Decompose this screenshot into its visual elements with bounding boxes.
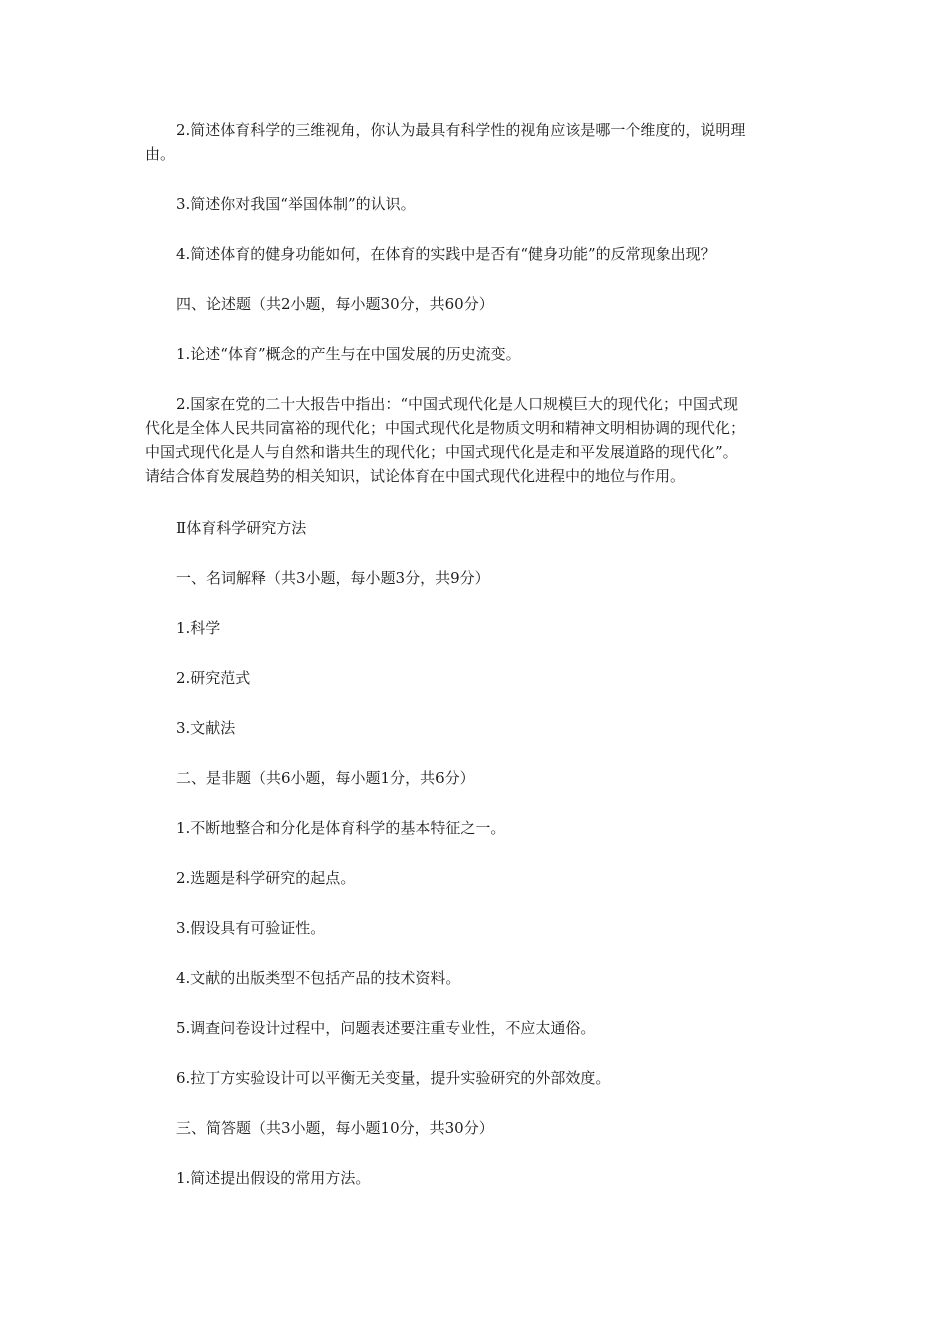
section-heading: 二、是非题（共6小题，每小题1分，共6分） (176, 769, 475, 787)
true-false-item: 5.调查问卷设计过程中，问题表述要注重专业性，不应太通俗。 (176, 1019, 596, 1037)
true-false-item: 3.假设具有可验证性。 (176, 919, 326, 937)
section-heading: 一、名词解释（共3小题，每小题3分，共9分） (176, 569, 490, 587)
true-false-item: 1.不断地整合和分化是体育科学的基本特征之一。 (176, 819, 506, 837)
section-heading: 三、简答题（共3小题，每小题10分，共30分） (176, 1119, 494, 1137)
true-false-item: 4.文献的出版类型不包括产品的技术资料。 (176, 969, 461, 987)
question-text: 1.论述“体育”概念的产生与在中国发展的历史流变。 (176, 345, 521, 363)
question-text: 3.简述你对我国“举国体制”的认识。 (176, 195, 416, 213)
true-false-item: 6.拉丁方实验设计可以平衡无关变量，提升实验研究的外部效度。 (176, 1069, 611, 1087)
question-text: 由。 (145, 145, 176, 163)
true-false-item: 2.选题是科学研究的起点。 (176, 869, 356, 887)
question-text: 请结合体育发展趋势的相关知识，试论体育在中国式现代化进程中的地位与作用。 (145, 467, 686, 485)
question-text: 2.国家在党的二十大报告中指出：“中国式现代化是人口规模巨大的现代化；中国式现 (176, 395, 738, 413)
part-title: Ⅱ体育科学研究方法 (176, 519, 307, 537)
section-heading: 四、论述题（共2小题，每小题30分，共60分） (176, 295, 494, 313)
question-text: 2.简述体育科学的三维视角，你认为最具有科学性的视角应该是哪一个维度的，说明理 (176, 121, 746, 139)
question-text: 代化是全体人民共同富裕的现代化；中国式现代化是物质文明和精神文明相协调的现代化； (145, 419, 746, 437)
term-item: 1.科学 (176, 619, 221, 637)
question-text: 4.简述体育的健身功能如何，在体育的实践中是否有“健身功能”的反常现象出现？ (176, 245, 716, 263)
term-item: 2.研究范式 (176, 669, 251, 687)
term-item: 3.文献法 (176, 719, 236, 737)
question-text: 中国式现代化是人与自然和谐共生的现代化；中国式现代化是走和平发展道路的现代化”。 (145, 443, 738, 461)
short-answer-item: 1.简述提出假设的常用方法。 (176, 1169, 371, 1187)
